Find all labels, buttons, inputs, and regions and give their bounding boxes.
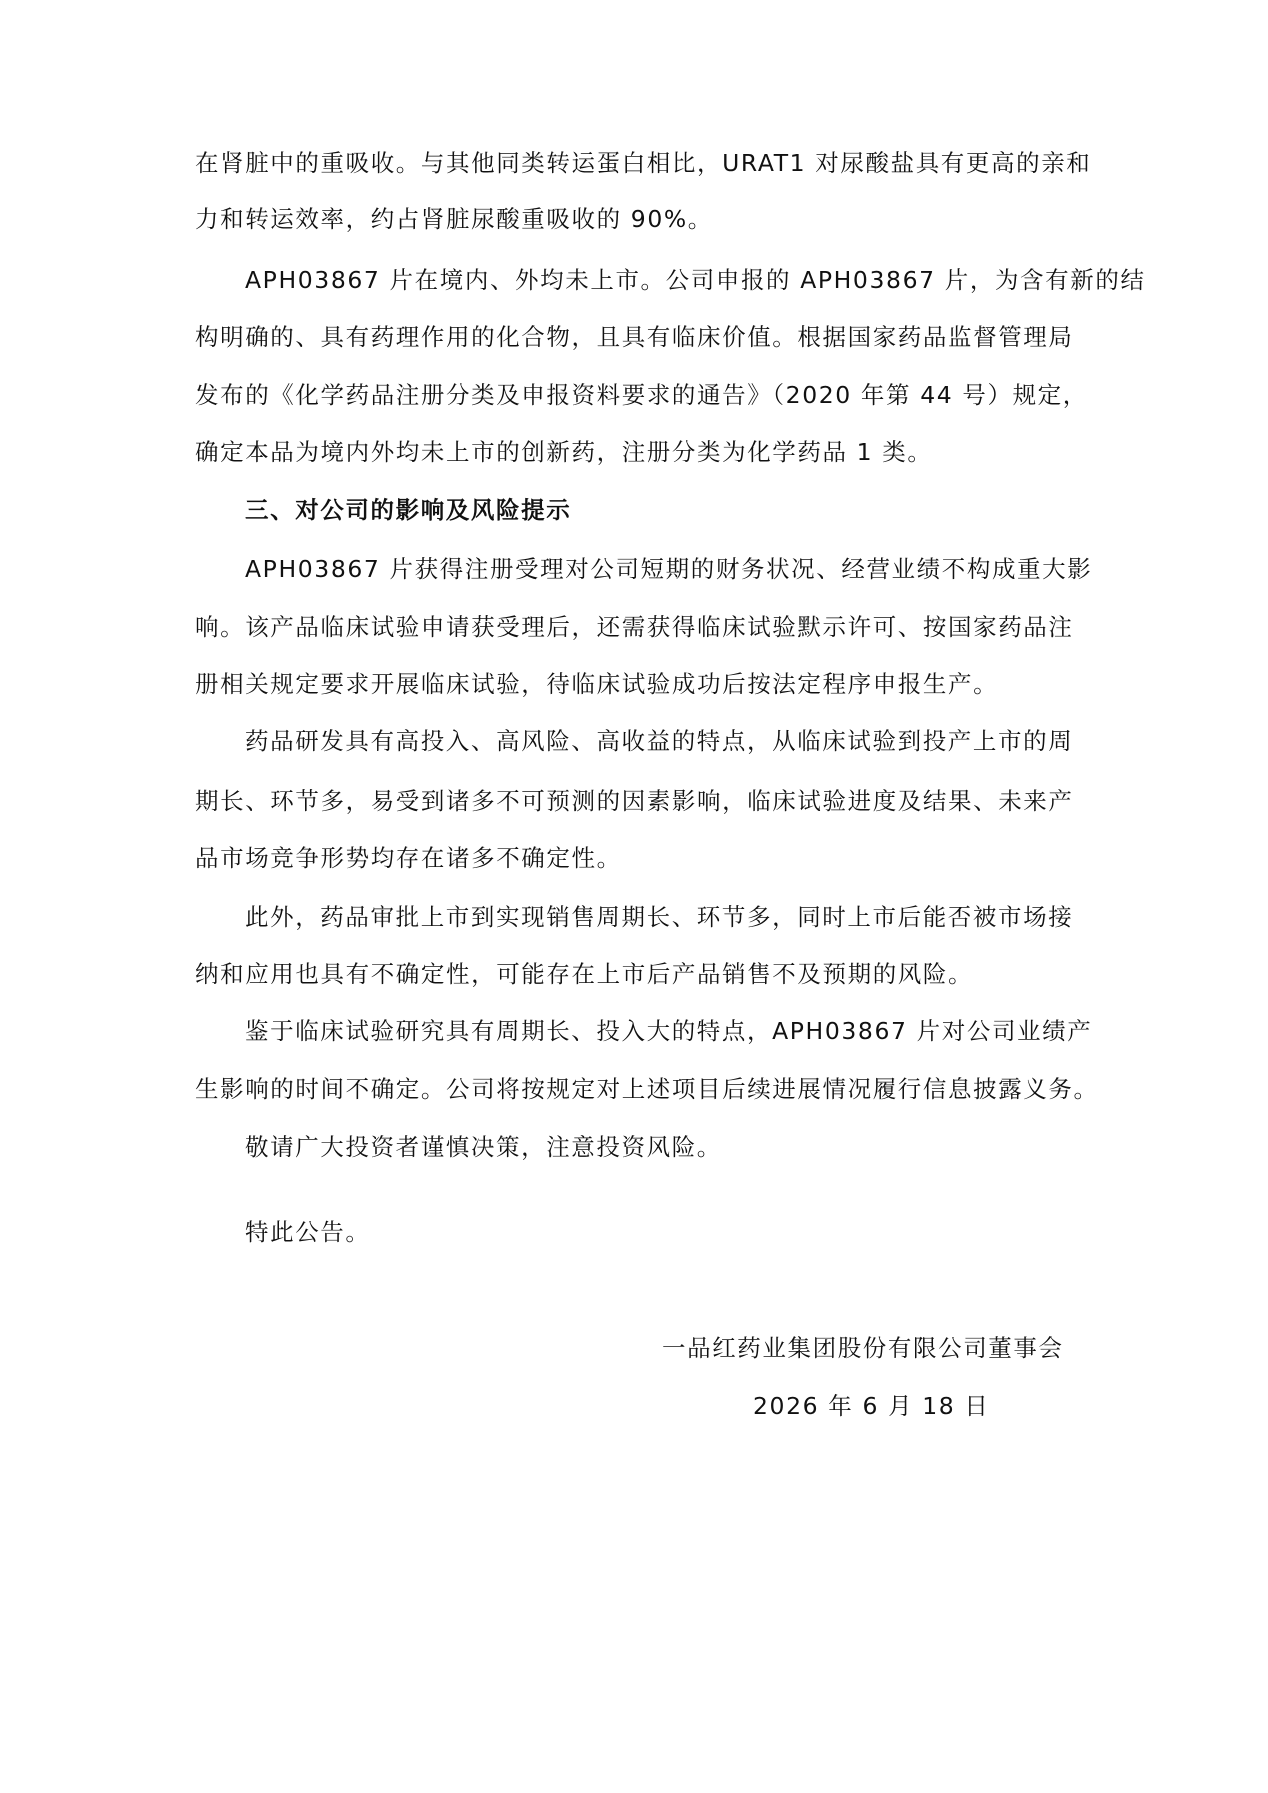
para7-line-1: 敬请广大投资者谨慎决策，注意投资风险。 [245,1133,722,1161]
para2-line-2: 构明确的、具有药理作用的化合物，且具有临床价值。根据国家药品监督管理局 [195,323,1074,351]
para2-line-4: 确定本品为境内外均未上市的创新药，注册分类为化学药品 1 类。 [195,438,933,466]
date: 2026 年 6 月 18 日 [753,1392,990,1420]
para5-line-2: 纳和应用也具有不确定性，可能存在上市后产品销售不及预期的风险。 [195,960,974,988]
para4-line-2: 期长、环节多，易受到诸多不可预测的因素影响，临床试验进度及结果、未来产 [195,787,1074,815]
para2-line-3: 发布的《化学药品注册分类及申报资料要求的通告》（2020 年第 44 号）规定， [195,381,1088,409]
para2-line-1: APH03867 片在境内、外均未上市。公司申报的 APH03867 片，为含有新的结 [245,266,1146,294]
section-heading: 三、对公司的影响及风险提示 [245,496,572,524]
para4-line-3: 品市场竞争形势均存在诸多不确定性。 [195,844,622,872]
closing-text: 特此公告。 [245,1218,371,1246]
para1-line-2: 力和转运效率，约占肾脏尿酸重吸收的 90%。 [195,205,713,233]
para5-line-1: 此外，药品审批上市到实现销售周期长、环节多，同时上市后能否被市场接 [245,903,1074,931]
para6-line-1: 鉴于临床试验研究具有周期长、投入大的特点，APH03867 片对公司业绩产 [245,1017,1093,1045]
para1-line-1: 在肾脏中的重吸收。与其他同类转运蛋白相比，URAT1 对尿酸盐具有更高的亲和 [195,149,1092,177]
para3-line-2: 响。该产品临床试验申请获受理后，还需获得临床试验默示许可、按国家药品注 [195,613,1074,641]
para3-line-3: 册相关规定要求开展临床试验，待临床试验成功后按法定程序申报生产。 [195,670,999,698]
para4-line-1: 药品研发具有高投入、高风险、高收益的特点，从临床试验到投产上市的周 [245,727,1074,755]
signature: 一品红药业集团股份有限公司董事会 [662,1334,1064,1362]
para3-line-1: APH03867 片获得注册受理对公司短期的财务状况、经营业绩不构成重大影 [245,555,1093,583]
para6-line-2: 生影响的时间不确定。公司将按规定对上述项目后续进展情况履行信息披露义务。 [195,1075,1099,1103]
